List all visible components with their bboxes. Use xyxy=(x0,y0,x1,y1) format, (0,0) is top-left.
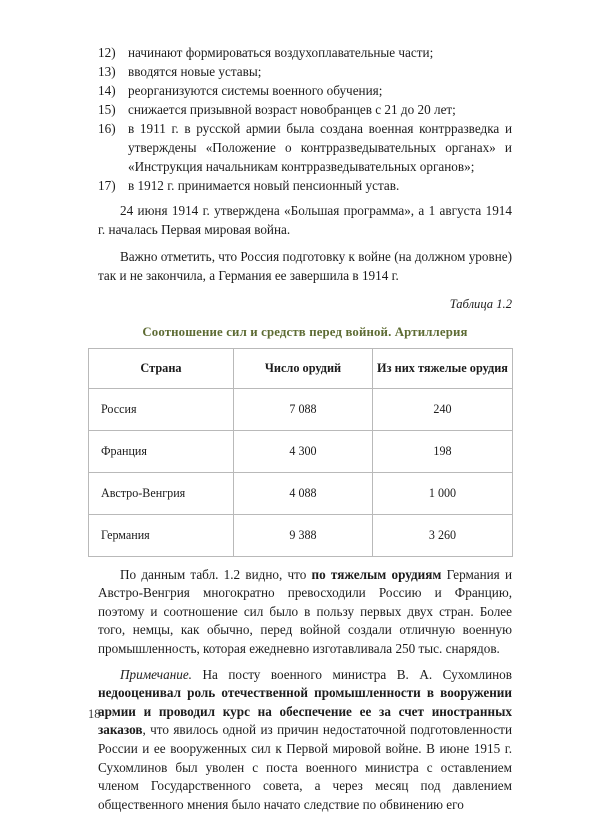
paragraph-after-table-lead: По данным табл. 1.2 видно, что xyxy=(120,566,312,582)
paragraph-after-table xyxy=(98,566,512,659)
page-number: 18 xyxy=(88,707,101,721)
table-cell-country: Франция xyxy=(89,430,234,472)
table-row xyxy=(89,388,513,430)
table-row xyxy=(89,472,513,514)
table-cell-heavy-guns: 3 260 xyxy=(373,514,513,556)
table-cell-country: Германия xyxy=(89,514,234,556)
table-cell-country: Россия xyxy=(89,388,234,430)
table-row xyxy=(89,514,513,556)
note-label: Примечание. xyxy=(120,666,192,682)
table-cell-heavy-guns: 1 000 xyxy=(373,472,513,514)
list-item xyxy=(98,44,512,63)
paragraph-after-table-tail: Германия и Австро-Венгрия многократно превосходили Россию и Францию, поэтому и соотношение сил было в пользу первых двух стран. Более того, немцы, как обычно, перед войной создали отличную военную промышленность, которая ежедневно изготавливала 250 тыс. снарядов. xyxy=(98,566,513,656)
table-cell-guns: 4 300 xyxy=(234,430,373,472)
note-text-2: , что явилось одной из причин недостаточной подготовленности России и ее вооруженных сил к Первой мировой войне. В июне 1915 г. Сухомлинов был уволен с поста военного министра с оставлением членом Государственного совета, а через месяц под давлением общественного мнения было начато следствие по обвинению его xyxy=(98,722,512,812)
list-item-marker: 16) xyxy=(98,121,116,137)
list-item xyxy=(98,63,512,82)
table-column-header-country: Страна xyxy=(89,348,234,388)
paragraph-after-table-bold: по тяжелым орудиям xyxy=(311,566,442,582)
list-item-text: начинают формироваться воздухоплавательные части; xyxy=(128,45,434,60)
list-item-text: реорганизуются системы военного обучения; xyxy=(128,83,383,99)
list-item-marker: 12) xyxy=(98,45,116,60)
list-item-marker: 13) xyxy=(98,64,116,80)
list-item-marker: 17) xyxy=(98,177,116,193)
list-item-text: в 1911 г. в русской армии была создана военная контрразведка и утверждены «Положение о контрразведывательных органах» и «Инструкция начальникам контрразведывательных органов»; xyxy=(128,121,512,174)
table-cell-guns: 9 388 xyxy=(234,514,373,556)
list-item xyxy=(98,82,512,101)
paragraph-important: Важно отметить, что Россия подготовку к войне (на должном уровне) так и не закончила, а Германия ее завершила в 1914 г. xyxy=(98,249,512,284)
table-title: Соотношение сил и средств перед войной. Артиллерия xyxy=(142,324,468,339)
list-item-marker: 15) xyxy=(98,102,116,118)
table-cell-heavy-guns: 240 xyxy=(373,388,513,430)
page-content xyxy=(98,44,512,814)
list-item-text: снижается призывной возраст новобранцев с 21 до 20 лет; xyxy=(128,102,456,118)
table-cell-guns: 7 088 xyxy=(234,388,373,430)
table-row xyxy=(89,430,513,472)
note-bold: недооценивал роль отечественной промышленности в вооружении армии и проводил курс на обеспечение ее за счет иностранных заказов xyxy=(98,685,512,738)
paragraph-big-program: 24 июня 1914 г. утверждена «Большая программа», а 1 августа 1914 г. началась Первая мировая война. xyxy=(98,203,512,237)
table-cell-country: Австро-Венгрия xyxy=(89,472,234,514)
table-column-header-heavy-guns: Из них тяжелые орудия xyxy=(373,348,513,388)
list-item-text: в 1912 г. принимается новый пенсионный устав. xyxy=(128,177,400,193)
list-item-text: вводятся новые уставы; xyxy=(128,64,262,80)
artillery-comparison-table xyxy=(88,348,513,557)
table-header-row xyxy=(89,348,513,388)
paragraph-note xyxy=(98,666,512,814)
list-item-marker: 14) xyxy=(98,83,116,99)
list-item xyxy=(98,177,512,196)
table-label: Таблица 1.2 xyxy=(449,296,512,311)
table-column-header-guns: Число орудий xyxy=(234,348,373,388)
numbered-list xyxy=(98,44,512,195)
list-item xyxy=(98,120,512,176)
note-text-1: На посту военного министра В. А. Сухомлинов xyxy=(191,666,512,682)
list-item xyxy=(98,101,512,120)
table-cell-guns: 4 088 xyxy=(234,472,373,514)
table-cell-heavy-guns: 198 xyxy=(373,430,513,472)
